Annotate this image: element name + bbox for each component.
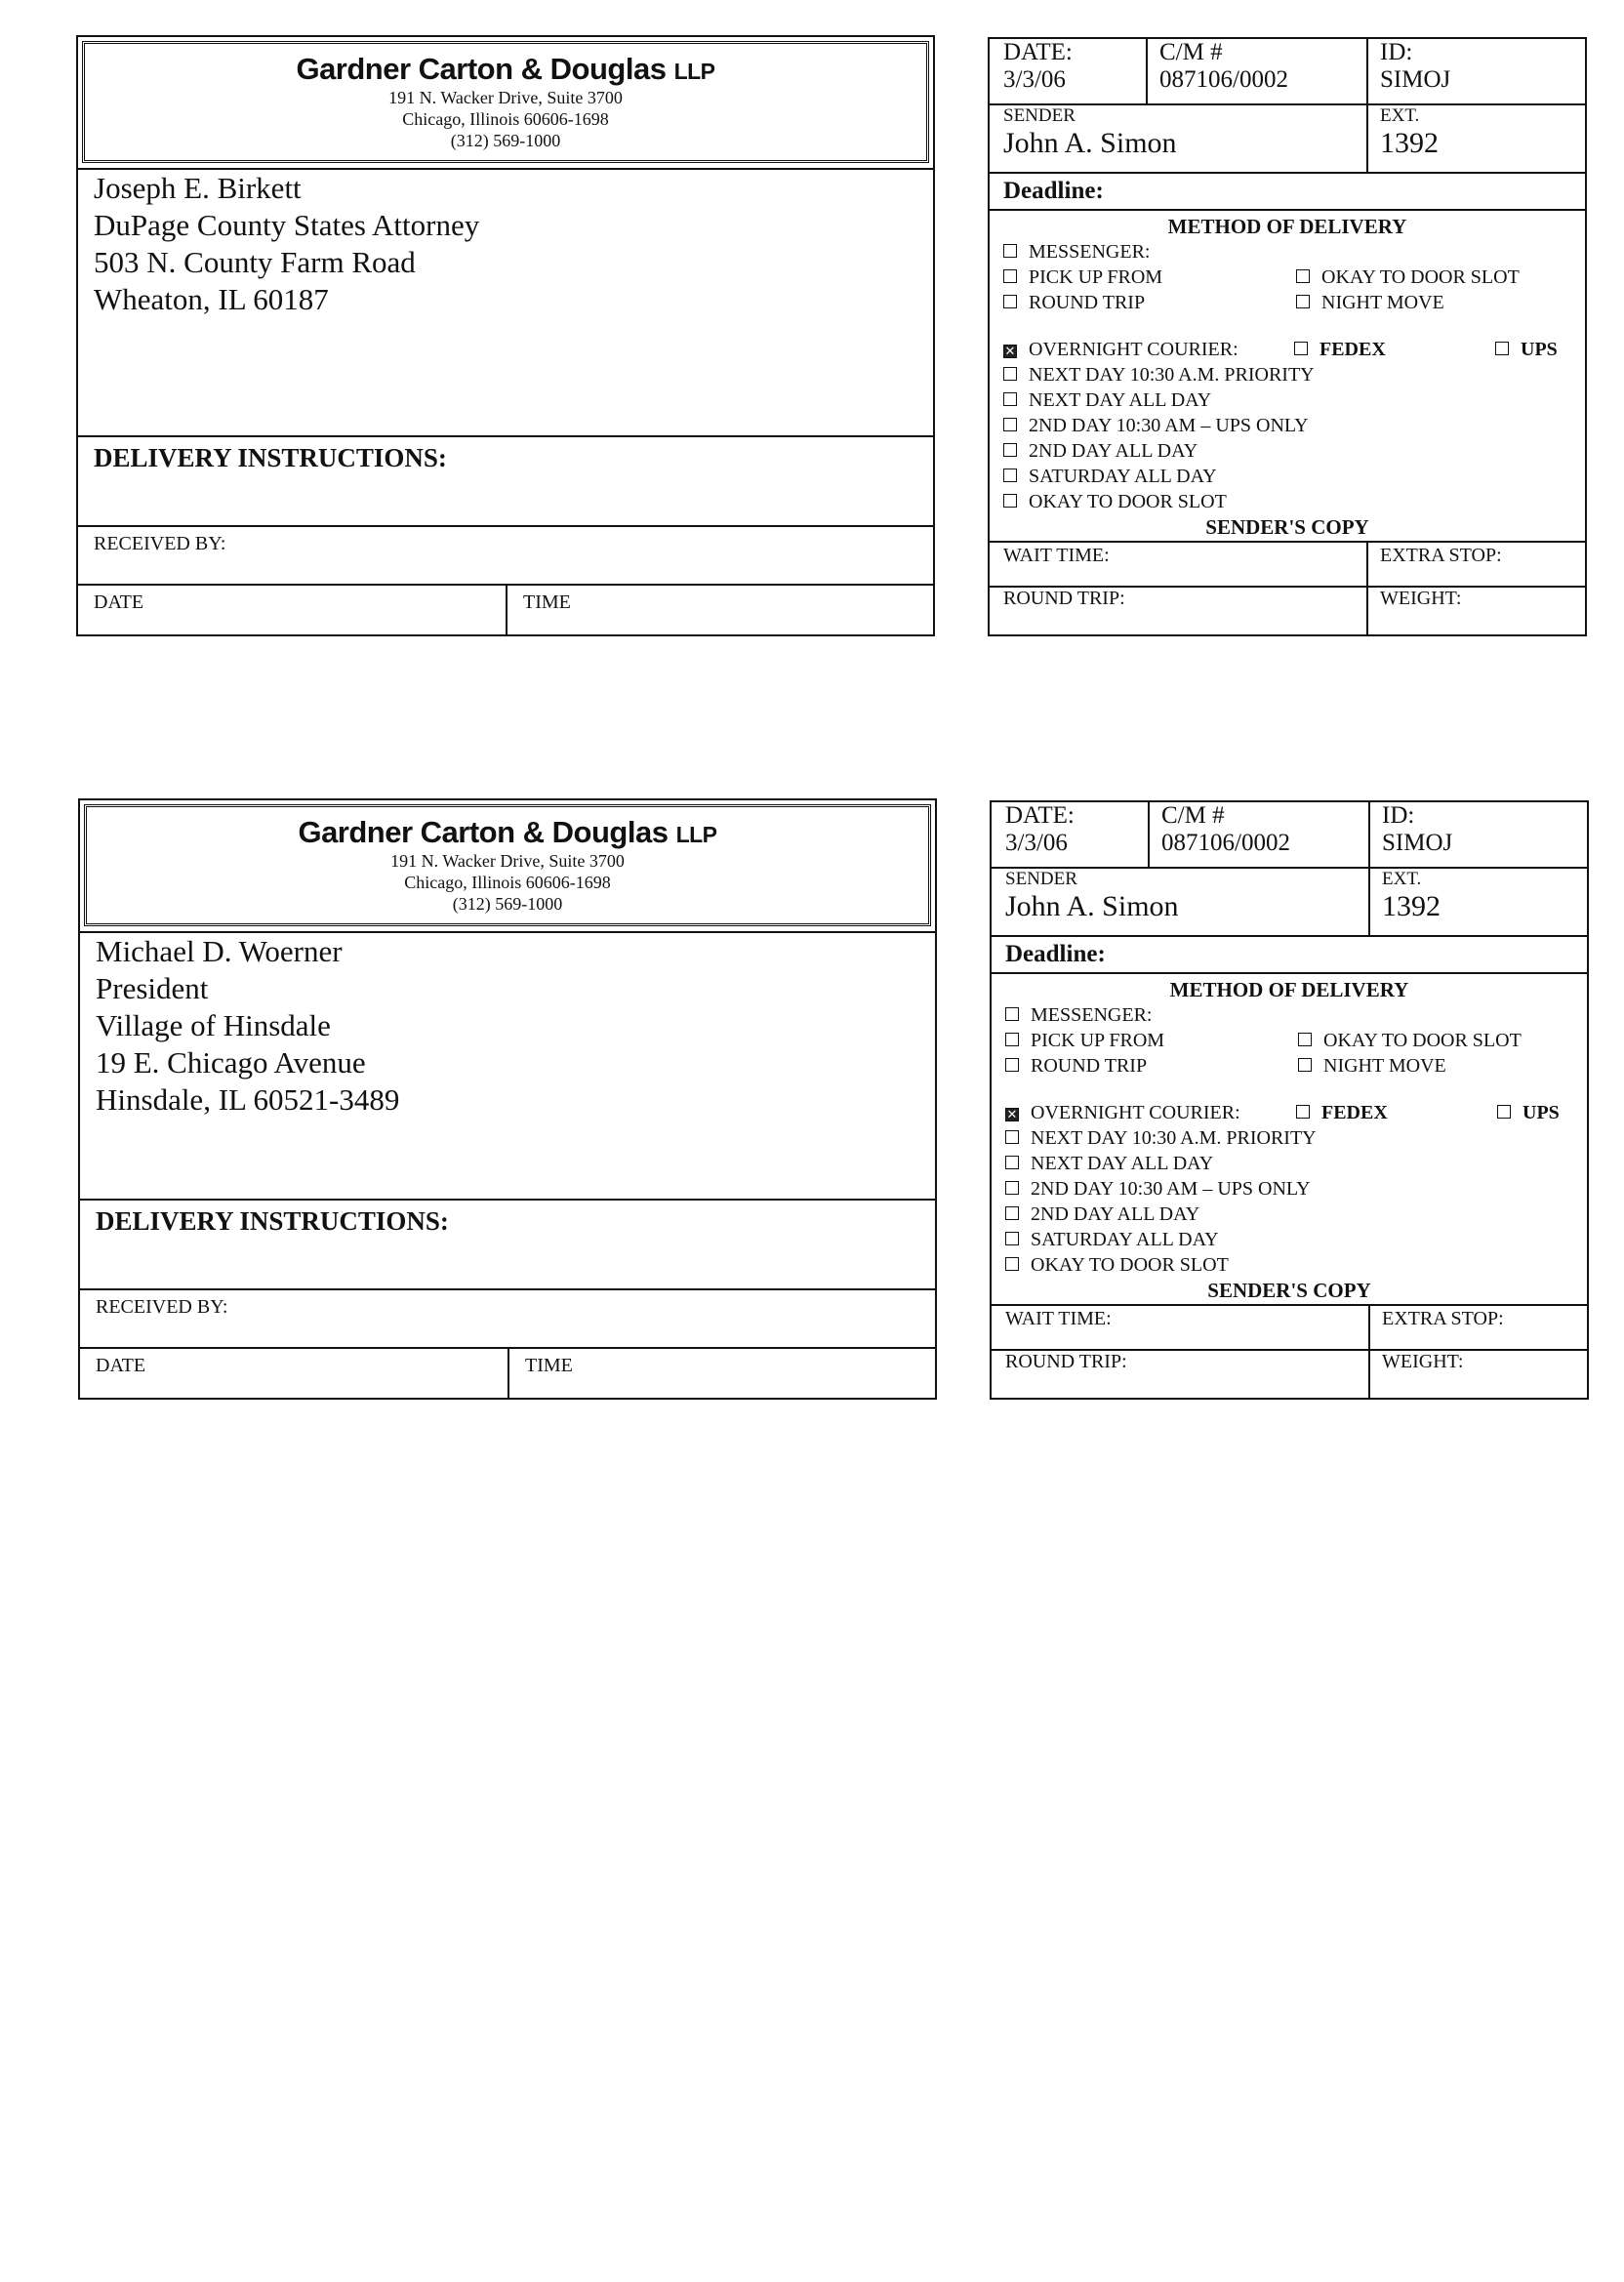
divider [990,172,1585,174]
received-by-field [78,525,933,584]
option-okay-door-slot-2[interactable] [1003,490,1227,513]
option-label: OKAY TO DOOR SLOT [1321,266,1520,288]
time-field [509,1347,935,1400]
delivery-label [78,798,937,1400]
option-label: 2ND DAY 10:30 AM – UPS ONLY [1031,1178,1311,1200]
date-cell [992,802,1148,867]
option-round-trip[interactable] [1005,1054,1147,1078]
cm-label: C/M # [1159,39,1223,65]
option-next-day-all[interactable] [1003,388,1211,412]
option-label: NIGHT MOVE [1321,292,1444,313]
option-label: UPS [1522,1102,1560,1123]
checkbox-icon[interactable] [1294,342,1308,355]
time-field [508,584,933,636]
option-label: OVERNIGHT COURIER: [1031,1102,1240,1123]
weight-label: WEIGHT: [1382,1351,1464,1372]
option-next-day-all[interactable] [1005,1152,1213,1175]
firm-name-text: Gardner Carton & Douglas [298,815,669,849]
checkbox-icon[interactable] [1296,295,1310,308]
checkbox-icon[interactable] [1003,244,1017,258]
sender-value: John A. Simon [1003,127,1177,159]
cm-value: 087106/0002 [1159,66,1288,93]
divider [992,935,1587,937]
option-label: 2ND DAY ALL DAY [1029,440,1198,462]
extra-stop-label: EXTRA STOP: [1380,545,1502,566]
time-label: TIME [523,591,571,613]
checkbox-icon[interactable] [1296,1105,1310,1119]
checkbox-icon[interactable] [1003,418,1017,431]
option-night-move[interactable] [1298,1054,1446,1078]
firm-name [87,815,928,850]
recipient-line: 503 N. County Farm Road [94,245,416,279]
checkbox-icon[interactable] [1005,1232,1019,1245]
option-label: NEXT DAY ALL DAY [1031,1153,1214,1174]
checkbox-icon[interactable] [1298,1033,1312,1046]
option-next-day-priority[interactable] [1003,363,1315,387]
checkbox-icon[interactable] [1495,342,1509,355]
checkbox-icon[interactable] [1005,1257,1019,1271]
option-label: FEDEX [1321,1102,1388,1123]
option-2nd-day-all[interactable] [1005,1202,1199,1226]
option-2nd-day-1030[interactable] [1003,414,1309,437]
firm-header [84,804,931,926]
date-label: DATE [96,1355,146,1376]
option-label: MESSENGER: [1031,1004,1153,1026]
option-label: UPS [1521,339,1558,360]
checkbox-icon[interactable] [1003,269,1017,283]
divider [992,1304,1587,1306]
date-field [80,1347,509,1400]
option-label: SATURDAY ALL DAY [1029,466,1217,487]
cm-value: 087106/0002 [1161,830,1290,856]
recipient-line: Village of Hinsdale [96,1008,331,1042]
recipient-line: 19 E. Chicago Avenue [96,1045,366,1080]
recipient-block [78,168,933,435]
checkbox-icon[interactable] [1497,1105,1511,1119]
divider [992,972,1587,974]
option-label: FEDEX [1320,339,1386,360]
option-label: OKAY TO DOOR SLOT [1029,491,1227,512]
sender-value: John A. Simon [1005,890,1179,922]
delivery-instructions-section [78,435,933,525]
delivery-label [76,35,935,636]
option-label: PICK UP FROM [1029,266,1163,288]
option-okay-door-slot-2[interactable] [1005,1253,1229,1277]
option-label: NEXT DAY 10:30 A.M. PRIORITY [1029,364,1315,386]
received-by-label: RECEIVED BY: [94,533,226,554]
option-label: OVERNIGHT COURIER: [1029,339,1238,360]
id-value: SIMOJ [1380,66,1451,93]
deadline-cell [990,178,1585,207]
option-messenger[interactable] [1005,1003,1152,1027]
option-round-trip[interactable] [1003,291,1145,314]
option-label: MESSENGER: [1029,241,1151,263]
method-of-delivery-title: METHOD OF DELIVERY [1167,215,1407,238]
recipient-line: Joseph E. Birkett [94,171,302,205]
firm-address-line-1: 191 N. Wacker Drive, Suite 3700 [388,88,623,107]
ext-label: EXT. [1382,869,1422,889]
delivery-instructions-label: DELIVERY INSTRUCTIONS: [94,443,447,472]
checked-checkbox-icon[interactable]: ✕ [1006,1107,1018,1121]
checkbox-icon[interactable] [1298,1058,1312,1072]
option-overnight-courier[interactable] [1005,1101,1240,1124]
senders-copy-title: SENDER'S COPY [1207,1279,1371,1302]
ext-label: EXT. [1380,105,1420,126]
cm-label: C/M # [1161,802,1225,829]
recipient-line: Wheaton, IL 60187 [94,282,329,316]
checkbox-icon[interactable] [1003,443,1017,457]
sender-slip [988,37,1587,636]
wait-time-label: WAIT TIME: [1003,545,1110,566]
ext-value: 1392 [1380,127,1439,159]
divider [1148,802,1150,867]
checkbox-icon[interactable] [1003,367,1017,381]
recipient-line: President [96,971,209,1005]
time-label: TIME [525,1355,573,1376]
option-label: 2ND DAY ALL DAY [1031,1203,1200,1225]
weight-label: WEIGHT: [1380,588,1462,609]
received-by-field [80,1288,935,1347]
deadline-label: Deadline: [1005,941,1106,967]
option-label: NEXT DAY ALL DAY [1029,389,1212,411]
option-messenger[interactable] [1003,240,1150,264]
firm-header [82,41,929,163]
checkbox-icon[interactable] [1296,269,1310,283]
date-value: 3/3/06 [1003,66,1066,93]
divider [1146,39,1148,103]
recipient-line: DuPage County States Attorney [94,208,480,242]
date-label: DATE: [1005,802,1075,829]
option-2nd-day-all[interactable] [1003,439,1198,463]
checkbox-icon[interactable] [1005,1206,1019,1220]
option-fedex[interactable] [1296,1101,1388,1124]
firm-name [85,52,926,87]
checked-checkbox-icon[interactable]: ✕ [1004,344,1016,358]
date-label: DATE: [1003,39,1073,65]
checkbox-icon[interactable] [1005,1007,1019,1021]
id-cell [1368,802,1587,867]
checkbox-icon[interactable] [1005,1130,1019,1144]
checkbox-icon[interactable] [1003,392,1017,406]
option-ups[interactable] [1495,338,1558,361]
sender-cell [992,869,1368,935]
option-label: OKAY TO DOOR SLOT [1323,1030,1522,1051]
delivery-instructions-label: DELIVERY INSTRUCTIONS: [96,1206,449,1236]
checkbox-icon[interactable] [1005,1033,1019,1046]
senders-copy-title: SENDER'S COPY [1205,515,1369,539]
recipient-block [80,931,935,1199]
deadline-cell [992,941,1587,970]
checkbox-icon[interactable] [1003,469,1017,482]
checkbox-icon[interactable] [1003,295,1017,308]
sender-slip [990,800,1589,1400]
recipient-line: Michael D. Woerner [96,934,343,968]
divider [990,541,1585,543]
sender-cell [990,105,1366,172]
option-night-move[interactable] [1296,291,1444,314]
option-next-day-priority[interactable] [1005,1126,1317,1150]
ext-cell [1368,869,1587,935]
ext-cell [1366,105,1585,172]
date-cell [990,39,1146,103]
option-2nd-day-1030[interactable] [1005,1177,1311,1201]
label-set-2 [0,761,1624,1386]
ext-value: 1392 [1382,890,1441,922]
date-label: DATE [94,591,144,613]
id-value: SIMOJ [1382,830,1453,856]
option-label: NIGHT MOVE [1323,1055,1446,1077]
checkbox-icon[interactable] [1005,1058,1019,1072]
firm-address-line-1: 191 N. Wacker Drive, Suite 3700 [390,851,625,871]
option-pickup[interactable] [1005,1029,1164,1052]
firm-suffix: LLP [673,59,715,84]
option-okay-door-slot[interactable] [1296,265,1520,289]
method-of-delivery-title: METHOD OF DELIVERY [1169,978,1409,1001]
option-label: ROUND TRIP [1029,292,1146,313]
firm-name-text: Gardner Carton & Douglas [296,52,667,86]
option-label: OKAY TO DOOR SLOT [1031,1254,1229,1276]
option-label: NEXT DAY 10:30 A.M. PRIORITY [1031,1127,1317,1149]
checkbox-icon[interactable] [1005,1156,1019,1169]
option-saturday[interactable] [1005,1228,1219,1251]
firm-address-line-2: Chicago, Illinois 60606-1698 [404,873,611,892]
firm-phone: (312) 569-1000 [450,131,561,150]
cm-cell [1146,39,1366,103]
id-cell [1366,39,1585,103]
round-trip-label: ROUND TRIP: [1005,1351,1127,1372]
sender-label: SENDER [1005,869,1077,889]
option-label: PICK UP FROM [1031,1030,1165,1051]
label-set-1 [0,0,1624,625]
firm-phone: (312) 569-1000 [452,894,563,914]
checkbox-icon[interactable] [1003,494,1017,508]
wait-time-label: WAIT TIME: [1005,1308,1112,1329]
option-okay-door-slot[interactable] [1298,1029,1522,1052]
divider [990,209,1585,211]
recipient-line: Hinsdale, IL 60521-3489 [96,1082,400,1117]
extra-stop-label: EXTRA STOP: [1382,1308,1504,1329]
checkbox-icon[interactable] [1005,1181,1019,1195]
option-label: 2ND DAY 10:30 AM – UPS ONLY [1029,415,1309,436]
option-pickup[interactable] [1003,265,1162,289]
round-trip-label: ROUND TRIP: [1003,588,1125,609]
option-ups[interactable] [1497,1101,1560,1124]
firm-address-line-2: Chicago, Illinois 60606-1698 [402,109,609,129]
option-label: ROUND TRIP [1031,1055,1148,1077]
sender-label: SENDER [1003,105,1076,126]
option-fedex[interactable] [1294,338,1386,361]
cm-cell [1148,802,1368,867]
date-value: 3/3/06 [1005,830,1068,856]
deadline-label: Deadline: [1003,178,1104,204]
firm-suffix: LLP [675,822,717,847]
id-label: ID: [1382,802,1415,829]
date-field [78,584,508,636]
id-label: ID: [1380,39,1413,65]
option-label: SATURDAY ALL DAY [1031,1229,1219,1250]
delivery-instructions-section [80,1199,935,1288]
option-saturday[interactable] [1003,465,1217,488]
option-overnight-courier[interactable] [1003,338,1238,361]
received-by-label: RECEIVED BY: [96,1296,228,1318]
